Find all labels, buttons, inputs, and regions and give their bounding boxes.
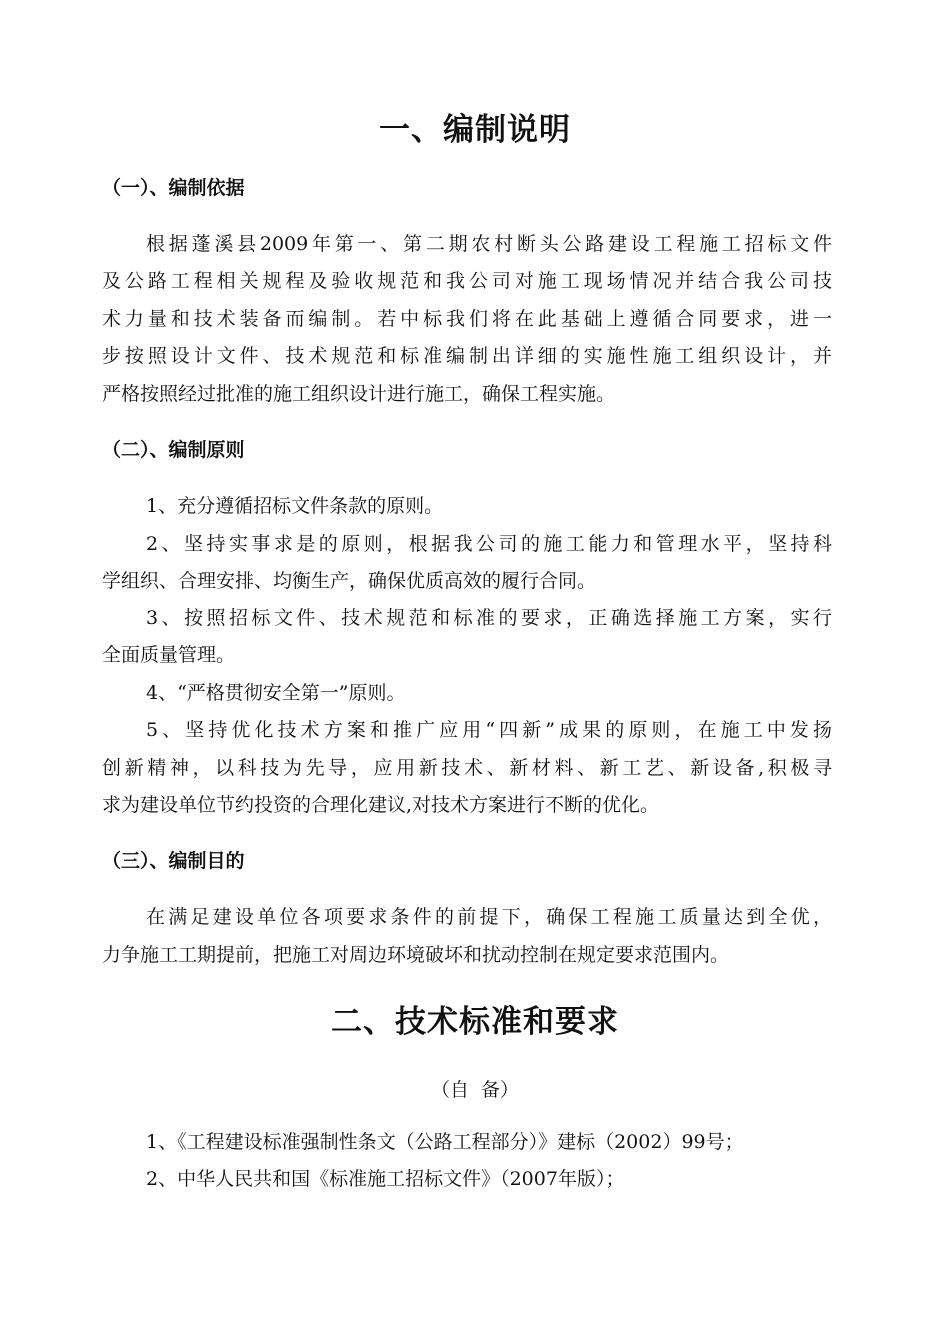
purpose-heading: （三）、编制目的 xyxy=(102,850,245,872)
standard-item-1: 1、《工程建设标准强制性条文（公路工程部分）》建标（2002）99号； xyxy=(146,1131,744,1153)
section-1-title: 一、编制说明 xyxy=(379,112,571,148)
purpose-line-1: 在满足建设单位各项要求条件的前提下，确保工程施工质量达到全优， xyxy=(146,906,832,928)
basis-line-1: 根据蓬溪县2009年第一、第二期农村断头公路建设工程施工招标文件 xyxy=(146,233,832,255)
principle-line-5: 全面质量管理。 xyxy=(102,644,236,666)
basis-line-2: 及公路工程相关规程及验收规范和我公司对施工现场情况并结合我公司技 xyxy=(102,270,832,292)
principle-line-8: 创新精神，以科技为先导，应用新技术、新材料、新工艺、新设备,积极寻 xyxy=(102,757,832,779)
principle-line-4: 3、按照招标文件、技术规范和标准的要求，正确选择施工方案，实行 xyxy=(146,607,832,629)
principle-line-3: 学组织、合理安排、均衡生产，确保优质高效的履行合同。 xyxy=(102,570,597,592)
principle-line-1: 1、充分遵循招标文件条款的原则。 xyxy=(146,495,444,517)
purpose-line-2: 力争施工工期提前，把施工对周边环境破坏和扰动控制在规定要求范围内。 xyxy=(102,944,730,966)
basis-line-4: 步按照设计文件、技术规范和标准编制出详细的实施性施工组织设计，并 xyxy=(102,345,832,367)
principles-heading: （二）、编制原则 xyxy=(102,439,245,461)
principle-line-9: 求为建设单位节约投资的合理化建议,对技术方案进行不断的优化。 xyxy=(102,794,660,816)
principle-line-6: 4、“严格贯彻安全第一”原则。 xyxy=(146,682,406,704)
basis-line-5: 严格按照经过批准的施工组织设计进行施工，确保工程实施。 xyxy=(102,383,616,405)
section-2-title: 二、技术标准和要求 xyxy=(331,1004,619,1040)
basis-line-3: 术力量和技术装备而编制。若中标我们将在此基础上遵循合同要求，进一 xyxy=(102,308,832,330)
section-2-subtitle: （自 备） xyxy=(430,1079,520,1101)
principle-line-2: 2、坚持实事求是的原则，根据我公司的施工能力和管理水平，坚持科 xyxy=(146,533,832,555)
standard-item-2: 2、中华人民共和国《标准施工招标文件》（2007年版）； xyxy=(146,1168,625,1190)
basis-heading: （一）、编制依据 xyxy=(102,177,245,199)
principle-line-7: 5、坚持优化技术方案和推广应用“四新”成果的原则，在施工中发扬 xyxy=(146,719,832,741)
